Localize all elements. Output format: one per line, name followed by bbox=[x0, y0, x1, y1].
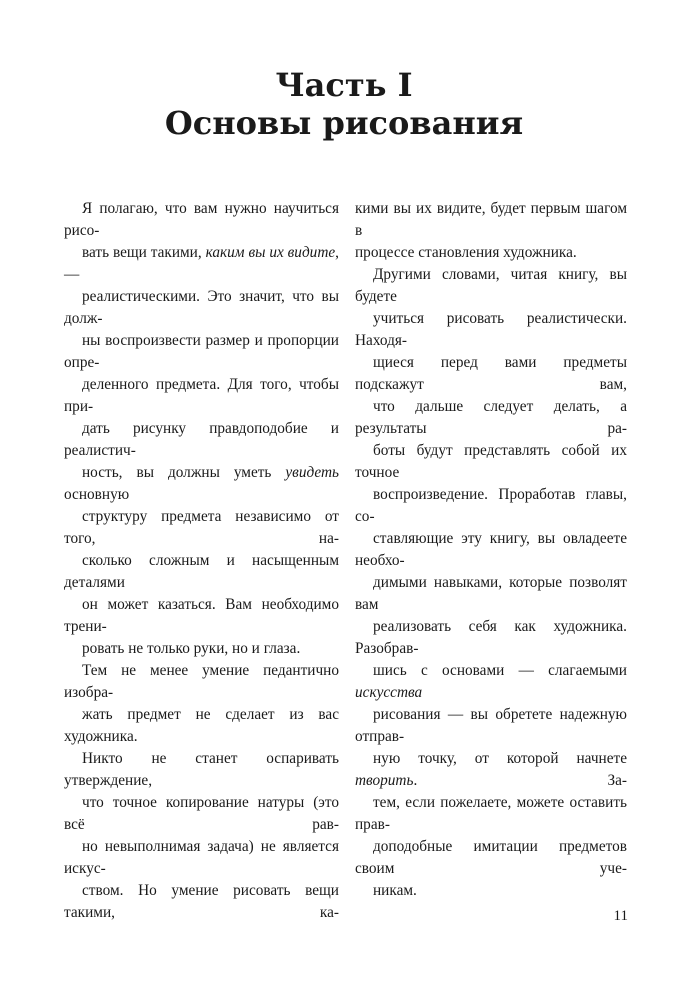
text-line bbox=[64, 550, 339, 594]
text-line bbox=[64, 242, 339, 286]
text-run: . За- bbox=[413, 772, 627, 789]
text-run: щиеся перед вами предметы подскажут вам, bbox=[355, 354, 627, 393]
text-run: ны воспроизвести размер и пропорции опре- bbox=[64, 332, 339, 371]
text-run: основную bbox=[64, 486, 130, 503]
text-line bbox=[64, 638, 339, 660]
text-line bbox=[355, 616, 627, 660]
text-run: но невыполнимая задача) не является искус- bbox=[64, 838, 339, 877]
text-line bbox=[355, 572, 627, 616]
text-line bbox=[355, 880, 627, 902]
text-line bbox=[64, 792, 339, 836]
left-column bbox=[64, 198, 339, 924]
text-run: Тем не менее умение педантично изобра- bbox=[64, 662, 339, 701]
text-run: доподобные имитации предметов своим уче- bbox=[355, 838, 627, 877]
text-line bbox=[355, 484, 627, 528]
text-line bbox=[64, 418, 339, 462]
text-line bbox=[64, 462, 339, 506]
text-run: процессе становления художника. bbox=[355, 244, 577, 261]
text-run: , — bbox=[64, 244, 339, 283]
text-run: что точное копирование натуры (это всё рав- bbox=[64, 794, 339, 833]
text-run: димыми навыками, которые позволят вам bbox=[355, 574, 627, 613]
text-run: структуру предмета независимо от того, на- bbox=[64, 508, 339, 547]
text-line bbox=[355, 660, 627, 704]
text-line bbox=[355, 440, 627, 484]
emphasis: творить bbox=[355, 772, 414, 789]
text-run: Другими словами, читая книгу, вы будете bbox=[355, 266, 627, 305]
text-run: никам. bbox=[373, 882, 417, 899]
text-run: тем, если пожелаете, можете оставить прав- bbox=[355, 794, 627, 833]
text-run: ность, вы должны уметь bbox=[82, 464, 286, 481]
text-run: что дальше следует делать, а результаты ра- bbox=[355, 398, 627, 437]
text-run: рисования — вы обретете надежную отправ- bbox=[355, 706, 627, 745]
text-run: деленного предмета. Для того, чтобы при- bbox=[64, 376, 339, 415]
text-line bbox=[355, 352, 627, 396]
text-line bbox=[355, 396, 627, 440]
text-line bbox=[64, 748, 339, 792]
text-line bbox=[355, 198, 627, 242]
text-run: ставляющие эту книгу, вы овладеете необхо- bbox=[355, 530, 627, 569]
part-label: Часть I bbox=[275, 66, 413, 104]
text-run: Я полагаю, что вам нужно научиться рисо- bbox=[64, 200, 339, 239]
text-line bbox=[64, 594, 339, 638]
text-line bbox=[64, 330, 339, 374]
text-run: ством. Но умение рисовать вещи такими, ка- bbox=[64, 882, 339, 921]
text-run: ную точку, от которой начнете bbox=[373, 750, 627, 767]
text-line bbox=[64, 660, 339, 704]
text-line bbox=[355, 528, 627, 572]
paragraph bbox=[64, 198, 339, 660]
text-line bbox=[355, 792, 627, 836]
text-run: воспроизведение. Проработав главы, со- bbox=[355, 486, 627, 525]
paragraph bbox=[355, 198, 627, 264]
text-line bbox=[355, 748, 627, 792]
text-line bbox=[355, 836, 627, 880]
text-line bbox=[355, 308, 627, 352]
paragraph bbox=[64, 660, 339, 924]
text-line bbox=[355, 704, 627, 748]
chapter-heading bbox=[0, 66, 688, 142]
page-number: 11 bbox=[613, 908, 628, 924]
emphasis: искусства bbox=[355, 684, 423, 701]
text-line bbox=[355, 242, 627, 264]
part-title: Основы рисования bbox=[164, 104, 524, 142]
emphasis: увидеть bbox=[285, 464, 339, 481]
text-run: дать рисунку правдоподобие и реалистич- bbox=[64, 420, 339, 459]
text-run: шись с основами — слагаемыми bbox=[373, 662, 627, 679]
text-run: ровать не только руки, но и глаза. bbox=[82, 640, 301, 657]
text-run: учиться рисовать реалистически. Находя- bbox=[355, 310, 627, 349]
text-line bbox=[64, 198, 339, 242]
text-run: сколько сложным и насыщенным деталями bbox=[64, 552, 339, 591]
right-column bbox=[355, 198, 627, 902]
emphasis: каким вы их видите bbox=[205, 244, 336, 261]
text-run: жать предмет не сделает из вас художника. bbox=[64, 706, 339, 745]
text-run: боты будут представлять собой их точное bbox=[355, 442, 627, 481]
text-line bbox=[64, 506, 339, 550]
text-line bbox=[64, 704, 339, 748]
text-line bbox=[64, 286, 339, 330]
text-run: реалистическими. Это значит, что вы долж- bbox=[64, 288, 339, 327]
text-run: кими вы их видите, будет первым шагом в bbox=[355, 200, 627, 239]
text-line bbox=[64, 836, 339, 880]
text-line bbox=[64, 880, 339, 924]
text-run: реализовать себя как художника. Разобрав- bbox=[355, 618, 627, 657]
text-run: он может казаться. Вам необходимо трени- bbox=[64, 596, 339, 635]
text-run: Никто не станет оспаривать утверждение, bbox=[64, 750, 339, 789]
text-line bbox=[355, 264, 627, 308]
text-run: вать вещи такими, bbox=[82, 244, 206, 261]
paragraph bbox=[355, 264, 627, 902]
text-line bbox=[64, 374, 339, 418]
